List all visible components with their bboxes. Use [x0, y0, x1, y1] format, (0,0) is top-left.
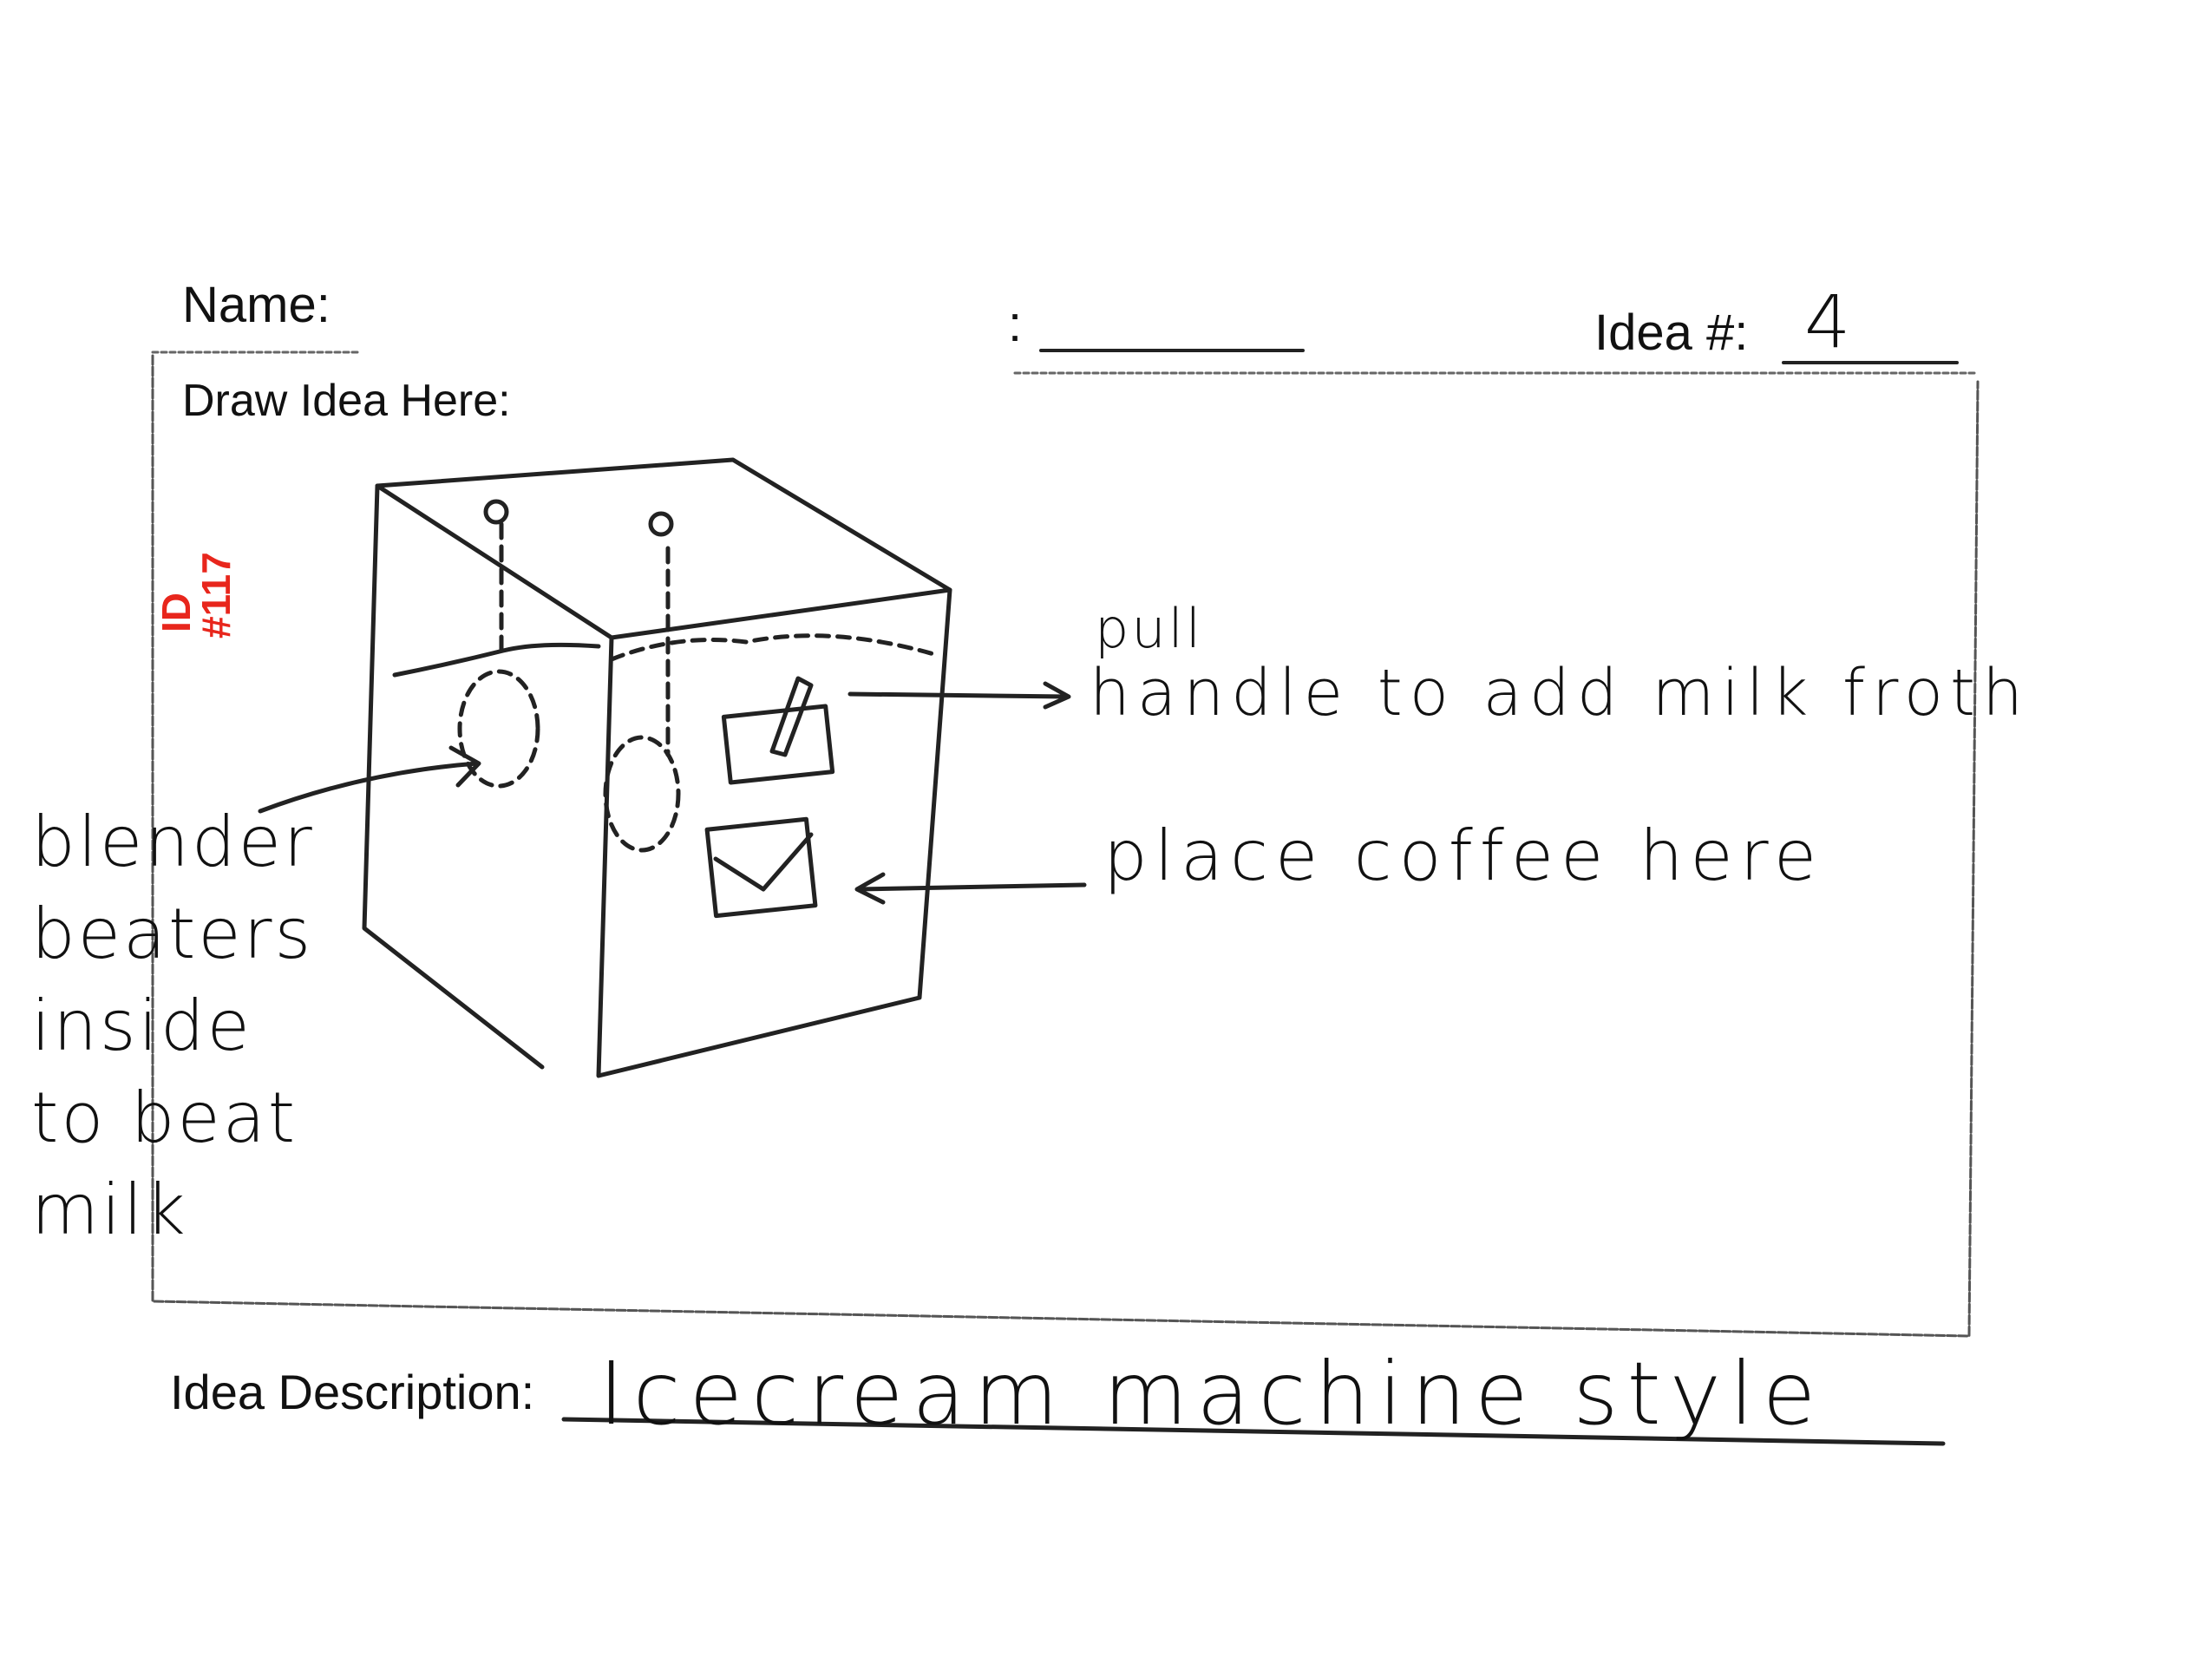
coffee-slot — [707, 819, 815, 915]
froth-handle — [772, 678, 811, 755]
draw-idea-label: Draw Idea Here: — [182, 376, 511, 420]
blender-line-5: milk — [31, 1169, 188, 1250]
blender-annotation — [31, 796, 396, 1256]
blender-line-4: to beat — [31, 1077, 298, 1158]
handle-annotation: handle to add milk froth — [1090, 656, 2030, 730]
idea-description-value: Icecream machine style — [599, 1343, 1825, 1444]
pull-annotation: pull — [1095, 597, 1204, 660]
idea-number-label: Idea #: — [1594, 305, 1749, 361]
blender-line-2: beaters — [31, 894, 314, 974]
idea-description-label: Idea Description: — [170, 1365, 535, 1419]
blender-line-1: blender — [31, 802, 315, 882]
secondary-field-label: : — [1008, 296, 1023, 352]
froth-handle-panel — [723, 706, 832, 783]
idea-number-value: 4 — [1804, 279, 1854, 364]
place-coffee-annotation: place coffee here — [1103, 815, 1824, 896]
id-stamp-line2: #117 — [193, 552, 239, 639]
id-stamp-line1: ID — [154, 593, 199, 632]
blender-line-3: inside — [31, 986, 252, 1066]
name-label: Name: — [182, 277, 330, 333]
